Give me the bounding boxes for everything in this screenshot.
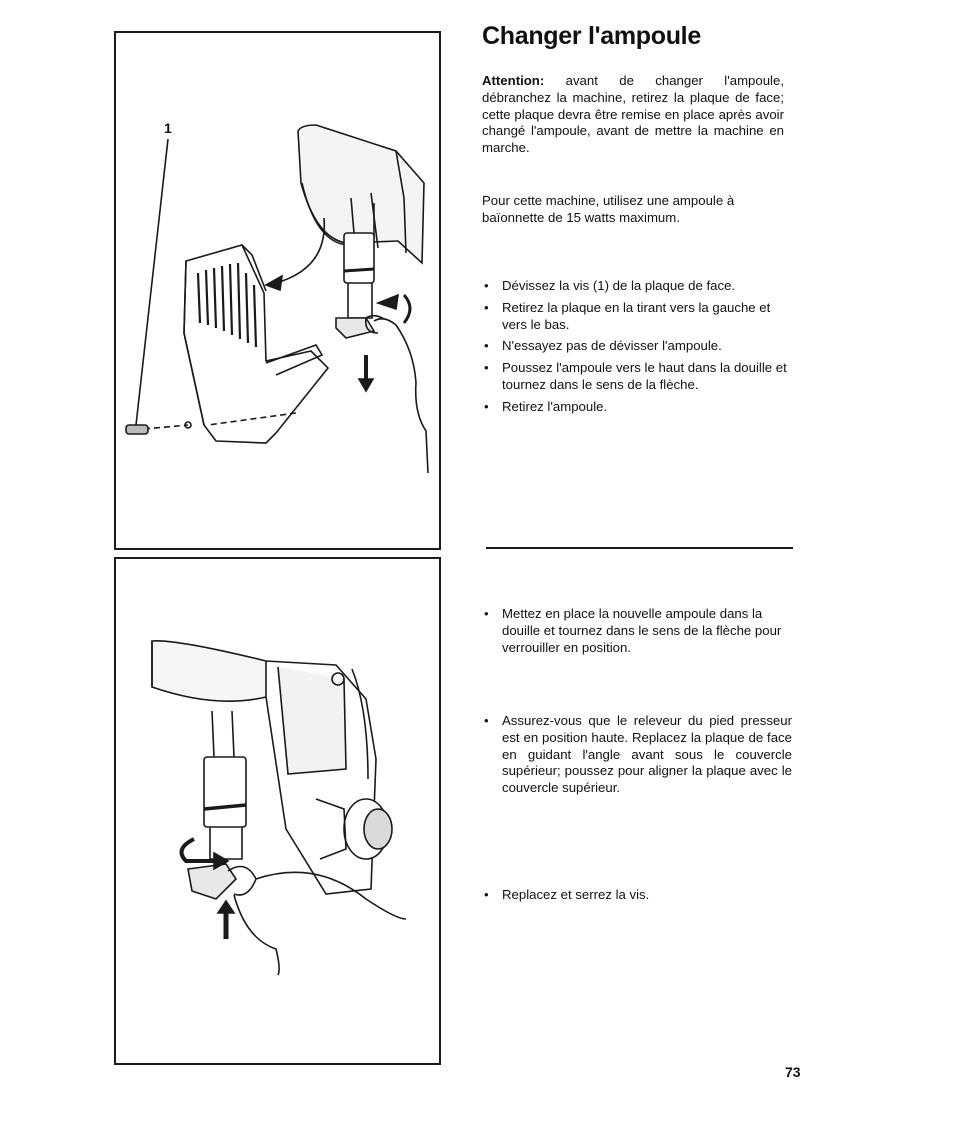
- callout-leader: [136, 139, 168, 425]
- rotate-arrow: [182, 839, 217, 861]
- hand: [228, 867, 406, 976]
- handwheel: [316, 799, 392, 859]
- list-item: • Dévissez la vis (1) de la plaque de face.: [482, 278, 792, 295]
- list-item: • N'essayez pas de dévisser l'ampoule.: [482, 338, 792, 355]
- rotate-arrow: [404, 295, 410, 323]
- placement-arrow: [276, 218, 324, 283]
- screw: [126, 425, 148, 434]
- section-divider: [486, 547, 793, 549]
- list-item: • Mettez en place la nouvelle ampoule dans la douille et tournez dans le sens de la flèche pour verrouiller en position.: [482, 606, 792, 656]
- attention-label: Attention:: [482, 73, 545, 88]
- hand: [366, 316, 428, 473]
- replace-plate-step: [482, 713, 792, 797]
- insert-bulb-step: [482, 606, 792, 656]
- remove-bulb-steps: [482, 278, 792, 421]
- face-plate: [184, 245, 328, 443]
- list-item: • Retirez l'ampoule.: [482, 399, 792, 416]
- list-item: • Assurez-vous que le releveur du pied presseur est en position haute. Replacez la plaque de face en guidant l'angle avant sous le couvercle supérieur; poussez pour aligner la plaque avec le couvercle supérieur.: [482, 713, 792, 797]
- illustration-install-bulb: [114, 557, 441, 1065]
- down-arrow: [359, 355, 373, 391]
- attention-text: avant de changer l'ampoule, débranchez la machine, retirez la plaque de face; cette plaque devra être remise en place après avoir changé l'ampoule, avant de mettre la machine en marche.: [482, 73, 784, 156]
- machine-head: [152, 641, 376, 894]
- list-item: • Poussez l'ampoule vers le haut dans la douille et tournez dans le sens de la flèche.: [482, 360, 792, 394]
- list-item: • Retirez la plaque en la tirant vers la gauche et vers le bas.: [482, 300, 792, 334]
- up-arrow: [218, 901, 234, 939]
- callout-number: 1: [164, 120, 172, 136]
- tighten-screw-step: [482, 887, 792, 904]
- bulb-info-paragraph: Pour cette machine, utilisez une ampoule à baïonnette de 15 watts maximum.: [482, 193, 735, 225]
- page-title: Changer l'ampoule: [482, 22, 701, 50]
- list-item: • Replacez et serrez la vis.: [482, 887, 792, 904]
- page-number: 73: [785, 1064, 801, 1080]
- bulb-socket: [188, 711, 246, 899]
- illustration-remove-faceplate: [114, 31, 441, 550]
- attention-paragraph: [482, 73, 784, 157]
